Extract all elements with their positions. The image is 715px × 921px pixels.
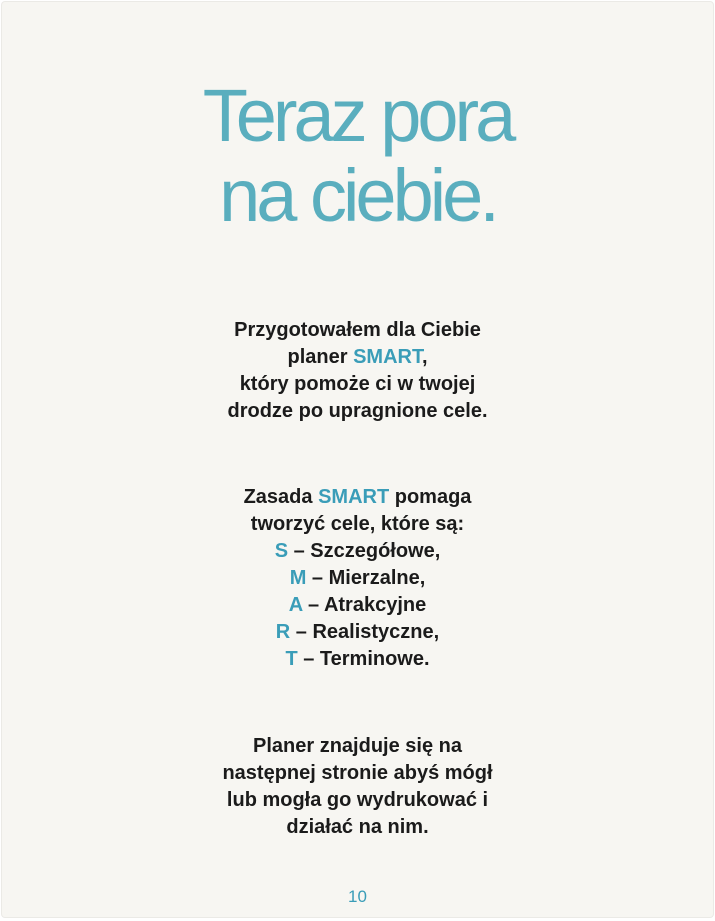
smart-line-1-rest: pomaga bbox=[389, 486, 472, 508]
intro-line-4: drodze po upragnione cele. bbox=[227, 400, 488, 422]
smart-item-text: – Realistyczne, bbox=[290, 621, 440, 643]
smart-line-1 bbox=[2, 484, 713, 511]
intro-line-2-comma: , bbox=[421, 346, 428, 368]
smart-item-t bbox=[2, 646, 713, 673]
smart-letter: A bbox=[288, 594, 303, 616]
smart-item-r bbox=[2, 619, 713, 646]
smart-line-2: tworzyć cele, które są: bbox=[250, 513, 465, 535]
smart-letter: S bbox=[274, 540, 289, 562]
intro-line-3: który pomoże ci w twojej bbox=[239, 373, 476, 395]
smart-highlight: SMART bbox=[353, 346, 422, 368]
document-page bbox=[2, 2, 713, 917]
smart-item-text: – Mierzalne, bbox=[306, 567, 426, 589]
intro-paragraph bbox=[2, 317, 713, 425]
smart-item-text: – Terminowe. bbox=[297, 648, 430, 670]
smart-letter: R bbox=[275, 621, 291, 643]
outro-line-3: lub mogła go wydrukować i bbox=[226, 789, 489, 811]
smart-item-s bbox=[2, 538, 713, 565]
outro-line-4: działać na nim. bbox=[286, 816, 429, 838]
intro-line-1: Przygotowałem dla Ciebie bbox=[234, 319, 481, 341]
intro-line-2 bbox=[2, 344, 713, 371]
smart-line-1-text: Zasada bbox=[243, 486, 319, 508]
smart-item-text: – Atrakcyjne bbox=[302, 594, 427, 616]
page-title bbox=[2, 76, 713, 236]
smart-item-m bbox=[2, 565, 713, 592]
smart-letter: T bbox=[285, 648, 298, 670]
outro-line-1: Planer znajduje się na bbox=[253, 735, 462, 757]
title-line-1: Teraz pora bbox=[202, 74, 513, 157]
planner-info-paragraph bbox=[2, 733, 713, 841]
smart-letter: M bbox=[289, 567, 307, 589]
intro-line-2-text: planer bbox=[287, 346, 354, 368]
title-line-2: na ciebie. bbox=[219, 154, 496, 237]
smart-item-a bbox=[2, 592, 713, 619]
page-number: 10 bbox=[348, 887, 367, 906]
smart-rule-paragraph bbox=[2, 484, 713, 673]
smart-item-text: – Szczegółowe, bbox=[288, 540, 441, 562]
outro-line-2: następnej stronie abyś mógł bbox=[222, 762, 493, 784]
smart-highlight: SMART bbox=[318, 486, 390, 508]
